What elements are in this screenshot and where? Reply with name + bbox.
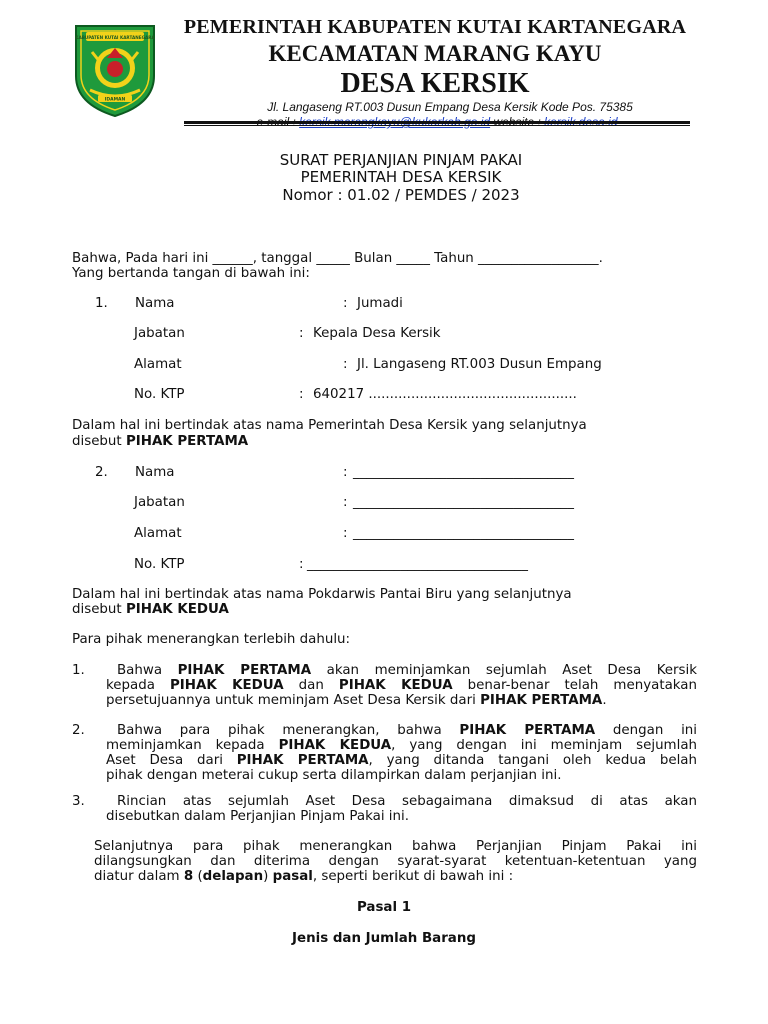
item3-text bbox=[106, 794, 697, 824]
pasal-subheading: Jenis dan Jumlah Barang bbox=[292, 931, 476, 946]
item2-line-4: pihak dengan meterai cukup serta dilampirkan dalam perjanjian ini. bbox=[106, 768, 562, 783]
letterhead-village: DESA KERSIK bbox=[340, 68, 530, 99]
party2-role: PIHAK KEDUA bbox=[125, 602, 229, 617]
closing-line-2: dilangsungkan dan diterima dengan syarat-syarat ketentuan-ketentuan yang bbox=[94, 854, 697, 869]
letterhead-address: Jl. Langaseng RT.003 Dusun Empang Desa Kersik Kode Pos. 75385 bbox=[267, 100, 633, 114]
party1-ktp-value: 640217 ................................................. bbox=[313, 387, 577, 402]
logo-top-text: KABUPATEN KUTAI KARTANEGARA bbox=[75, 35, 155, 40]
party1-name-sep: : bbox=[343, 296, 348, 311]
title-line-2: PEMERINTAH DESA KERSIK bbox=[300, 168, 502, 186]
party2-address-value: _________________________________ bbox=[353, 526, 574, 541]
t: Aset Desa dari bbox=[106, 753, 237, 768]
t: dan bbox=[283, 678, 339, 693]
t: , yang ditanda tangani oleh kedua belah bbox=[368, 753, 697, 768]
party2-name-sep: : bbox=[343, 465, 348, 480]
party2-ktp-label: No. KTP bbox=[134, 557, 185, 572]
party2-desc-line-2 bbox=[72, 602, 229, 617]
party2-desc-line-1: Dalam hal ini bertindak atas nama Pokdarwis Pantai Biru yang selanjutnya bbox=[72, 587, 572, 602]
t: kepada bbox=[106, 678, 170, 693]
party1-position-sep: : bbox=[299, 326, 304, 341]
t: PIHAK PERTAMA bbox=[480, 693, 603, 708]
party1-address-value: Jl. Langaseng RT.003 Dusun Empang bbox=[357, 357, 602, 372]
party2-number: 2. bbox=[95, 465, 108, 480]
party2-position-label: Jabatan bbox=[134, 495, 185, 510]
party2-position-sep: : bbox=[343, 495, 348, 510]
party2-ktp-value: _________________________________ bbox=[307, 557, 528, 572]
party1-name-label: Nama bbox=[135, 296, 175, 311]
item1-line-1 bbox=[106, 663, 697, 678]
t: 8 bbox=[183, 869, 194, 884]
t: pasal bbox=[272, 869, 313, 884]
t: PIHAK KEDUA bbox=[278, 738, 392, 753]
item3-line-2: disebutkan dalam Perjanjian Pinjam Pakai ini. bbox=[106, 809, 409, 824]
intro-text: Para pihak menerangkan terlebih dahulu: bbox=[72, 632, 351, 647]
item1-line-3 bbox=[106, 693, 697, 708]
t: dengan ini bbox=[595, 723, 697, 738]
item2-line-2 bbox=[106, 738, 697, 753]
party1-role: PIHAK PERTAMA bbox=[125, 434, 249, 449]
party1-desc-line-1: Dalam hal ini bertindak atas nama Pemerintah Desa Kersik yang selanjutnya bbox=[72, 418, 587, 433]
t: meminjamkan kepada bbox=[106, 738, 279, 753]
t: , yang dengan ini meminjam sejumlah bbox=[391, 738, 698, 753]
t: . bbox=[602, 693, 607, 708]
party2-name-value: _________________________________ bbox=[353, 465, 574, 480]
party1-address-sep: : bbox=[343, 357, 348, 372]
party2-address-label: Alamat bbox=[134, 526, 182, 541]
t: diatur dalam bbox=[94, 869, 184, 884]
t: akan meminjamkan sejumlah Aset Desa Kersik bbox=[311, 663, 697, 678]
item3-line-1: Rincian atas sejumlah Aset Desa sebagaimana dimaksud di atas akan bbox=[117, 794, 697, 809]
t: PIHAK PERTAMA bbox=[236, 753, 369, 768]
closing-line-3 bbox=[94, 869, 697, 884]
t: ) bbox=[263, 869, 273, 884]
party1-ktp-label: No. KTP bbox=[134, 387, 185, 402]
party1-name-value: Jumadi bbox=[357, 296, 403, 311]
party1-position-value: Kepala Desa Kersik bbox=[313, 326, 441, 341]
opening-line-1: Bahwa, Pada hari ini ______, tanggal _____ Bulan _____ Tahun __________________. bbox=[72, 251, 603, 266]
t: persetujuannya untuk meminjam Aset Desa Kersik dari bbox=[106, 693, 481, 708]
title-line-1: SURAT PERJANJIAN PINJAM PAKAI bbox=[279, 151, 523, 169]
item1-number: 1. bbox=[72, 663, 85, 678]
party1-number: 1. bbox=[95, 296, 108, 311]
party1-desc-prefix: disebut bbox=[72, 434, 126, 449]
letterhead-rule-thick bbox=[184, 121, 690, 124]
letterhead bbox=[175, 14, 695, 129]
t: , seperti berikut di bawah ini : bbox=[312, 869, 514, 884]
party2-address-sep: : bbox=[343, 526, 348, 541]
party2-position-value: _________________________________ bbox=[353, 495, 574, 510]
party2-desc-prefix: disebut bbox=[72, 602, 126, 617]
t: Bahwa bbox=[117, 663, 178, 678]
title-number: Nomor : 01.02 / PEMDES / 2023 bbox=[282, 186, 520, 204]
party2-ktp-sep: : bbox=[299, 557, 304, 572]
party1-position-label: Jabatan bbox=[134, 326, 185, 341]
letterhead-rule-thin bbox=[184, 125, 690, 126]
opening-line-2: Yang bertanda tangan di bawah ini: bbox=[72, 266, 310, 281]
item1-line-2 bbox=[106, 678, 697, 693]
t: benar-benar telah menyatakan bbox=[452, 678, 697, 693]
t: PIHAK KEDUA bbox=[169, 678, 284, 693]
party1-desc-line-2 bbox=[72, 434, 248, 449]
item2-line-1 bbox=[106, 723, 697, 738]
t: PIHAK PERTAMA bbox=[177, 663, 312, 678]
item1-text bbox=[106, 663, 697, 708]
t: PIHAK KEDUA bbox=[338, 678, 453, 693]
t: PIHAK PERTAMA bbox=[459, 723, 596, 738]
kutai-kartanegara-emblem bbox=[70, 18, 160, 118]
logo-bottom-text: IDAMAN bbox=[104, 97, 126, 103]
party2-name-label: Nama bbox=[135, 465, 175, 480]
letterhead-district: KECAMATAN MARANG KAYU bbox=[268, 41, 602, 66]
pasal-heading: Pasal 1 bbox=[356, 900, 412, 915]
closing-line-1: Selanjutnya para pihak menerangkan bahwa Perjanjian Pinjam Pakai ini bbox=[94, 839, 697, 854]
item3-number: 3. bbox=[72, 794, 85, 809]
letterhead-regency: PEMERINTAH KABUPATEN KUTAI KARTANEGARA bbox=[183, 16, 687, 38]
t: delapan bbox=[202, 869, 264, 884]
item2-number: 2. bbox=[72, 723, 85, 738]
item2-line-3 bbox=[106, 753, 697, 768]
party1-address-label: Alamat bbox=[134, 357, 182, 372]
party1-ktp-sep: : bbox=[299, 387, 304, 402]
item2-text bbox=[106, 723, 697, 783]
t: ( bbox=[193, 869, 203, 884]
closing-text bbox=[94, 839, 697, 884]
t: Bahwa para pihak menerangkan, bahwa bbox=[117, 723, 460, 738]
